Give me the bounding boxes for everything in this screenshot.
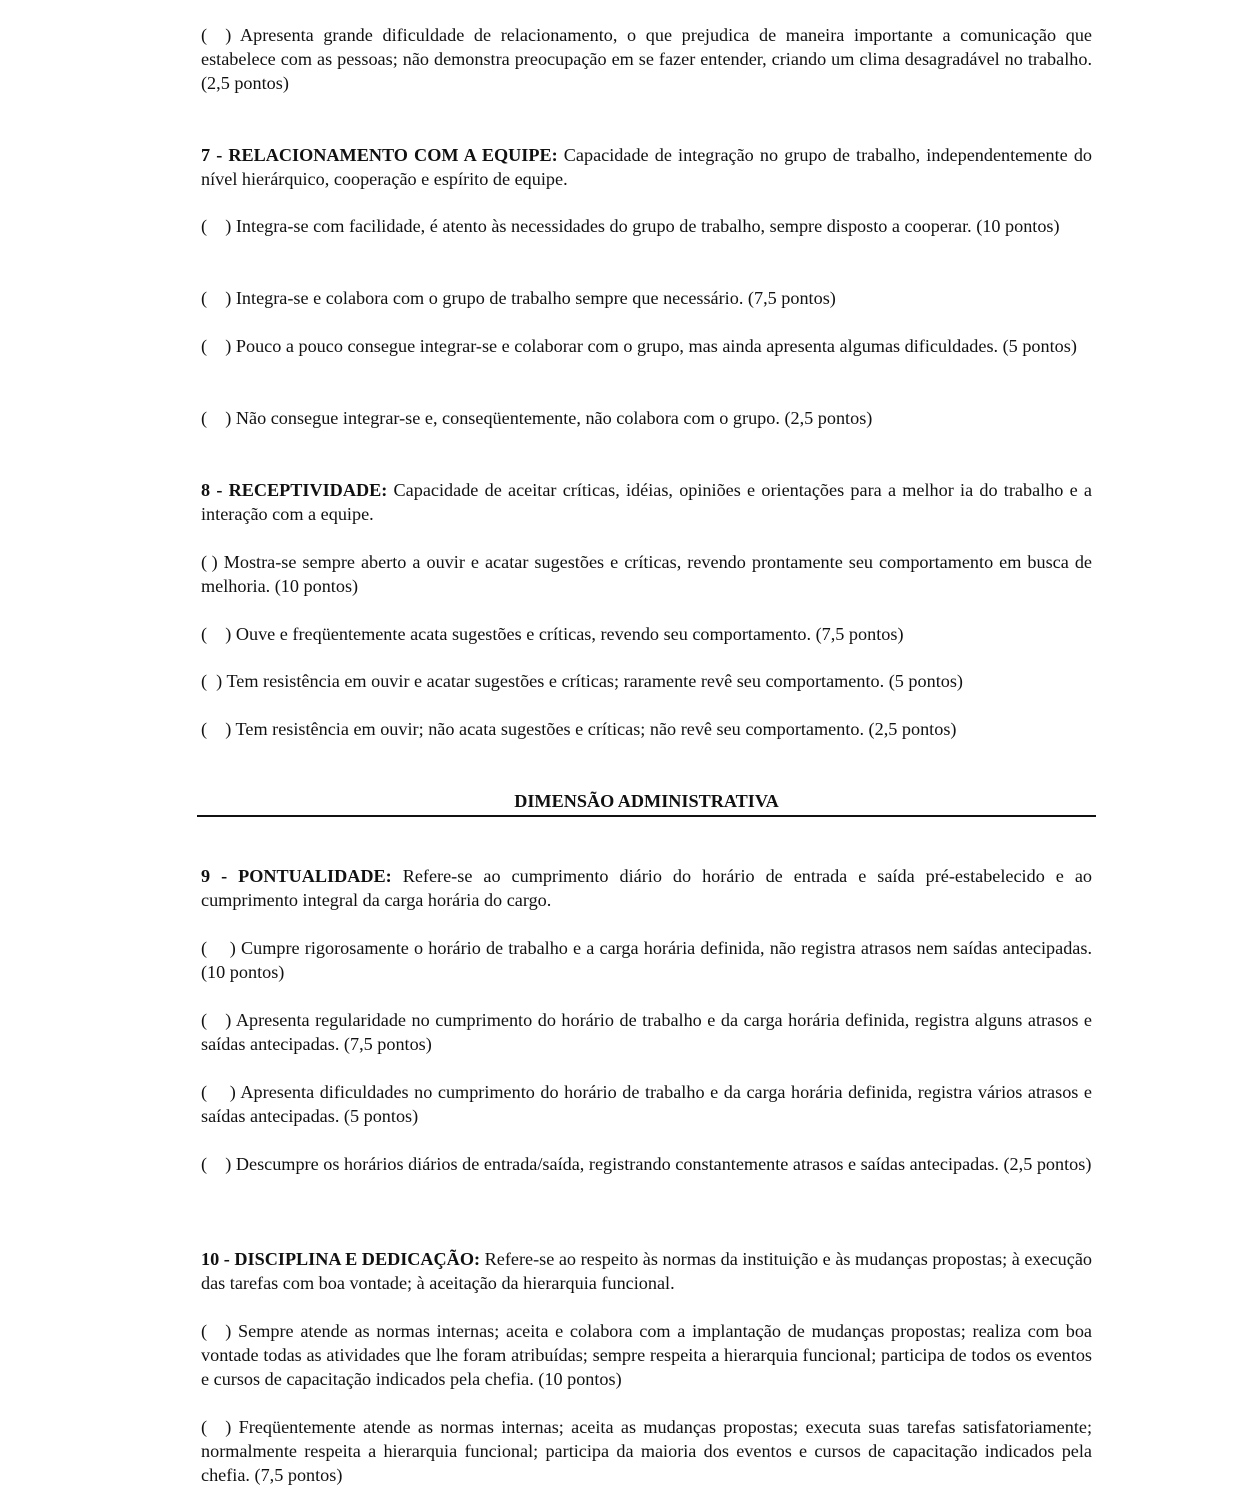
checkbox-blank[interactable]: ( ) xyxy=(201,1010,232,1030)
section-heading: 10 - DISCIPLINA E DEDICAÇÃO: xyxy=(201,1249,481,1269)
option-text: Não consegue integrar-se e, conseqüentemente, não colabora com o grupo. (2,5 pontos) xyxy=(235,408,873,428)
section-heading: 7 - RELACIONAMENTO COM A EQUIPE: xyxy=(201,145,558,165)
section-heading: 9 - PONTUALIDADE: xyxy=(201,866,392,886)
section-9-header xyxy=(201,864,1092,912)
option-item xyxy=(201,936,1092,984)
section-description: Refere-se ao cumprimento diário do horário de entrada e saída pré-estabelecido e ao cumprimento integral da carga horária do cargo. xyxy=(201,866,1093,910)
option-item xyxy=(201,717,1092,741)
dimension-title: DIMENSÃO ADMINISTRATIVA xyxy=(197,788,1096,817)
checkbox-blank[interactable]: ( ) xyxy=(201,1082,236,1102)
option-text: Freqüentemente atende as normas internas; aceita as mudanças propostas; executa suas tarefas satisfatoriamente; normalmente respeita a hierarquia funcional; participa da maioria dos eventos e cursos de capacitação indicados pela chefia. (7,5 pontos) xyxy=(201,1417,1093,1485)
section-8-header xyxy=(201,478,1092,526)
option-item xyxy=(201,1415,1092,1487)
option-item xyxy=(201,1008,1092,1056)
option-item xyxy=(201,23,1092,95)
option-text: Descumpre os horários diários de entrada/saída, registrando constantemente atrasos e saídas antecipadas. (2,5 pontos) xyxy=(235,1154,1092,1174)
checkbox-blank[interactable]: ( ) xyxy=(201,216,232,236)
checkbox-blank[interactable]: ( ) xyxy=(201,624,232,644)
option-text: Tem resistência em ouvir; não acata sugestões e críticas; não revê seu comportamento. (2,5 pontos) xyxy=(235,719,957,739)
option-text: Apresenta regularidade no cumprimento do horário de trabalho e da carga horária definida, registra alguns atrasos e saídas antecipadas. (7,5 pontos) xyxy=(201,1010,1093,1054)
checkbox-blank[interactable]: ( ) xyxy=(201,25,232,45)
checkbox-blank[interactable]: ( ) xyxy=(201,671,223,691)
option-item xyxy=(201,334,1092,358)
option-text: Integra-se com facilidade, é atento às necessidades do grupo de trabalho, sempre disposto a cooperar. (10 pontos) xyxy=(235,216,1060,236)
section-description: Capacidade de integração no grupo de trabalho, independentemente do nível hierárquico, cooperação e espírito de equipe. xyxy=(201,145,1093,189)
checkbox-blank[interactable]: ( ) xyxy=(201,408,232,428)
option-text: Apresenta grande dificuldade de relacionamento, o que prejudica de maneira importante a comunicação que estabelece com as pessoas; não demonstra preocupação em se fazer entender, criando um clima desagradável no trabalho. (2,5 pontos) xyxy=(201,25,1093,93)
option-text: Cumpre rigorosamente o horário de trabalho e a carga horária definida, não registra atrasos nem saídas antecipadas. (10 pontos) xyxy=(201,938,1092,982)
option-text: Sempre atende as normas internas; aceita e colabora com a implantação de mudanças propostas; realiza com boa vontade todas as atividades que lhe foram atribuídas; sempre respeita a hierarquia funcional; participa de todos os eventos e cursos de capacitação indicados pela chefia. (10 pontos) xyxy=(201,1321,1093,1389)
checkbox-blank[interactable]: ( ) xyxy=(201,1321,232,1341)
option-item xyxy=(201,406,1092,430)
option-text: Ouve e freqüentemente acata sugestões e críticas, revendo seu comportamento. (7,5 pontos) xyxy=(235,624,904,644)
option-item xyxy=(201,1319,1092,1391)
option-text: Apresenta dificuldades no cumprimento do horário de trabalho e da carga horária definida, registra vários atrasos e saídas antecipadas. (5 pontos) xyxy=(201,1082,1093,1126)
option-item xyxy=(201,622,1092,646)
option-text: Mostra-se sempre aberto a ouvir e acatar sugestões e críticas, revendo prontamente seu comportamento em busca de melhoria. (10 pontos) xyxy=(201,552,1092,596)
option-item xyxy=(201,550,1092,598)
checkbox-blank[interactable]: ( ) xyxy=(201,1417,232,1437)
option-item xyxy=(201,669,1092,693)
section-heading: 8 - RECEPTIVIDADE: xyxy=(201,480,388,500)
checkbox-blank[interactable]: ( ) xyxy=(201,552,218,572)
option-text: Tem resistência em ouvir e acatar sugestões e críticas; raramente revê seu comportamento. (5 pontos) xyxy=(226,671,963,691)
option-text: Pouco a pouco consegue integrar-se e colaborar com o grupo, mas ainda apresenta algumas dificuldades. (5 pontos) xyxy=(235,336,1077,356)
checkbox-blank[interactable]: ( ) xyxy=(201,288,232,308)
option-item xyxy=(201,1152,1092,1176)
option-item xyxy=(201,1080,1092,1128)
section-10-header xyxy=(201,1247,1092,1295)
section-7-header xyxy=(201,143,1092,191)
option-item xyxy=(201,286,1092,310)
option-text: Integra-se e colabora com o grupo de trabalho sempre que necessário. (7,5 pontos) xyxy=(235,288,836,308)
checkbox-blank[interactable]: ( ) xyxy=(201,336,232,356)
section-description: Capacidade de aceitar críticas, idéias, opiniões e orientações para a melhor ia do trabalho e a interação com a equipe. xyxy=(201,480,1093,524)
checkbox-blank[interactable]: ( ) xyxy=(201,938,236,958)
checkbox-blank[interactable]: ( ) xyxy=(201,719,232,739)
section-description: Refere-se ao respeito às normas da instituição e às mudanças propostas; à execução das tarefas com boa vontade; à aceitação da hierarquia funcional. xyxy=(201,1249,1092,1293)
checkbox-blank[interactable]: ( ) xyxy=(201,1154,232,1174)
option-item xyxy=(201,214,1092,238)
